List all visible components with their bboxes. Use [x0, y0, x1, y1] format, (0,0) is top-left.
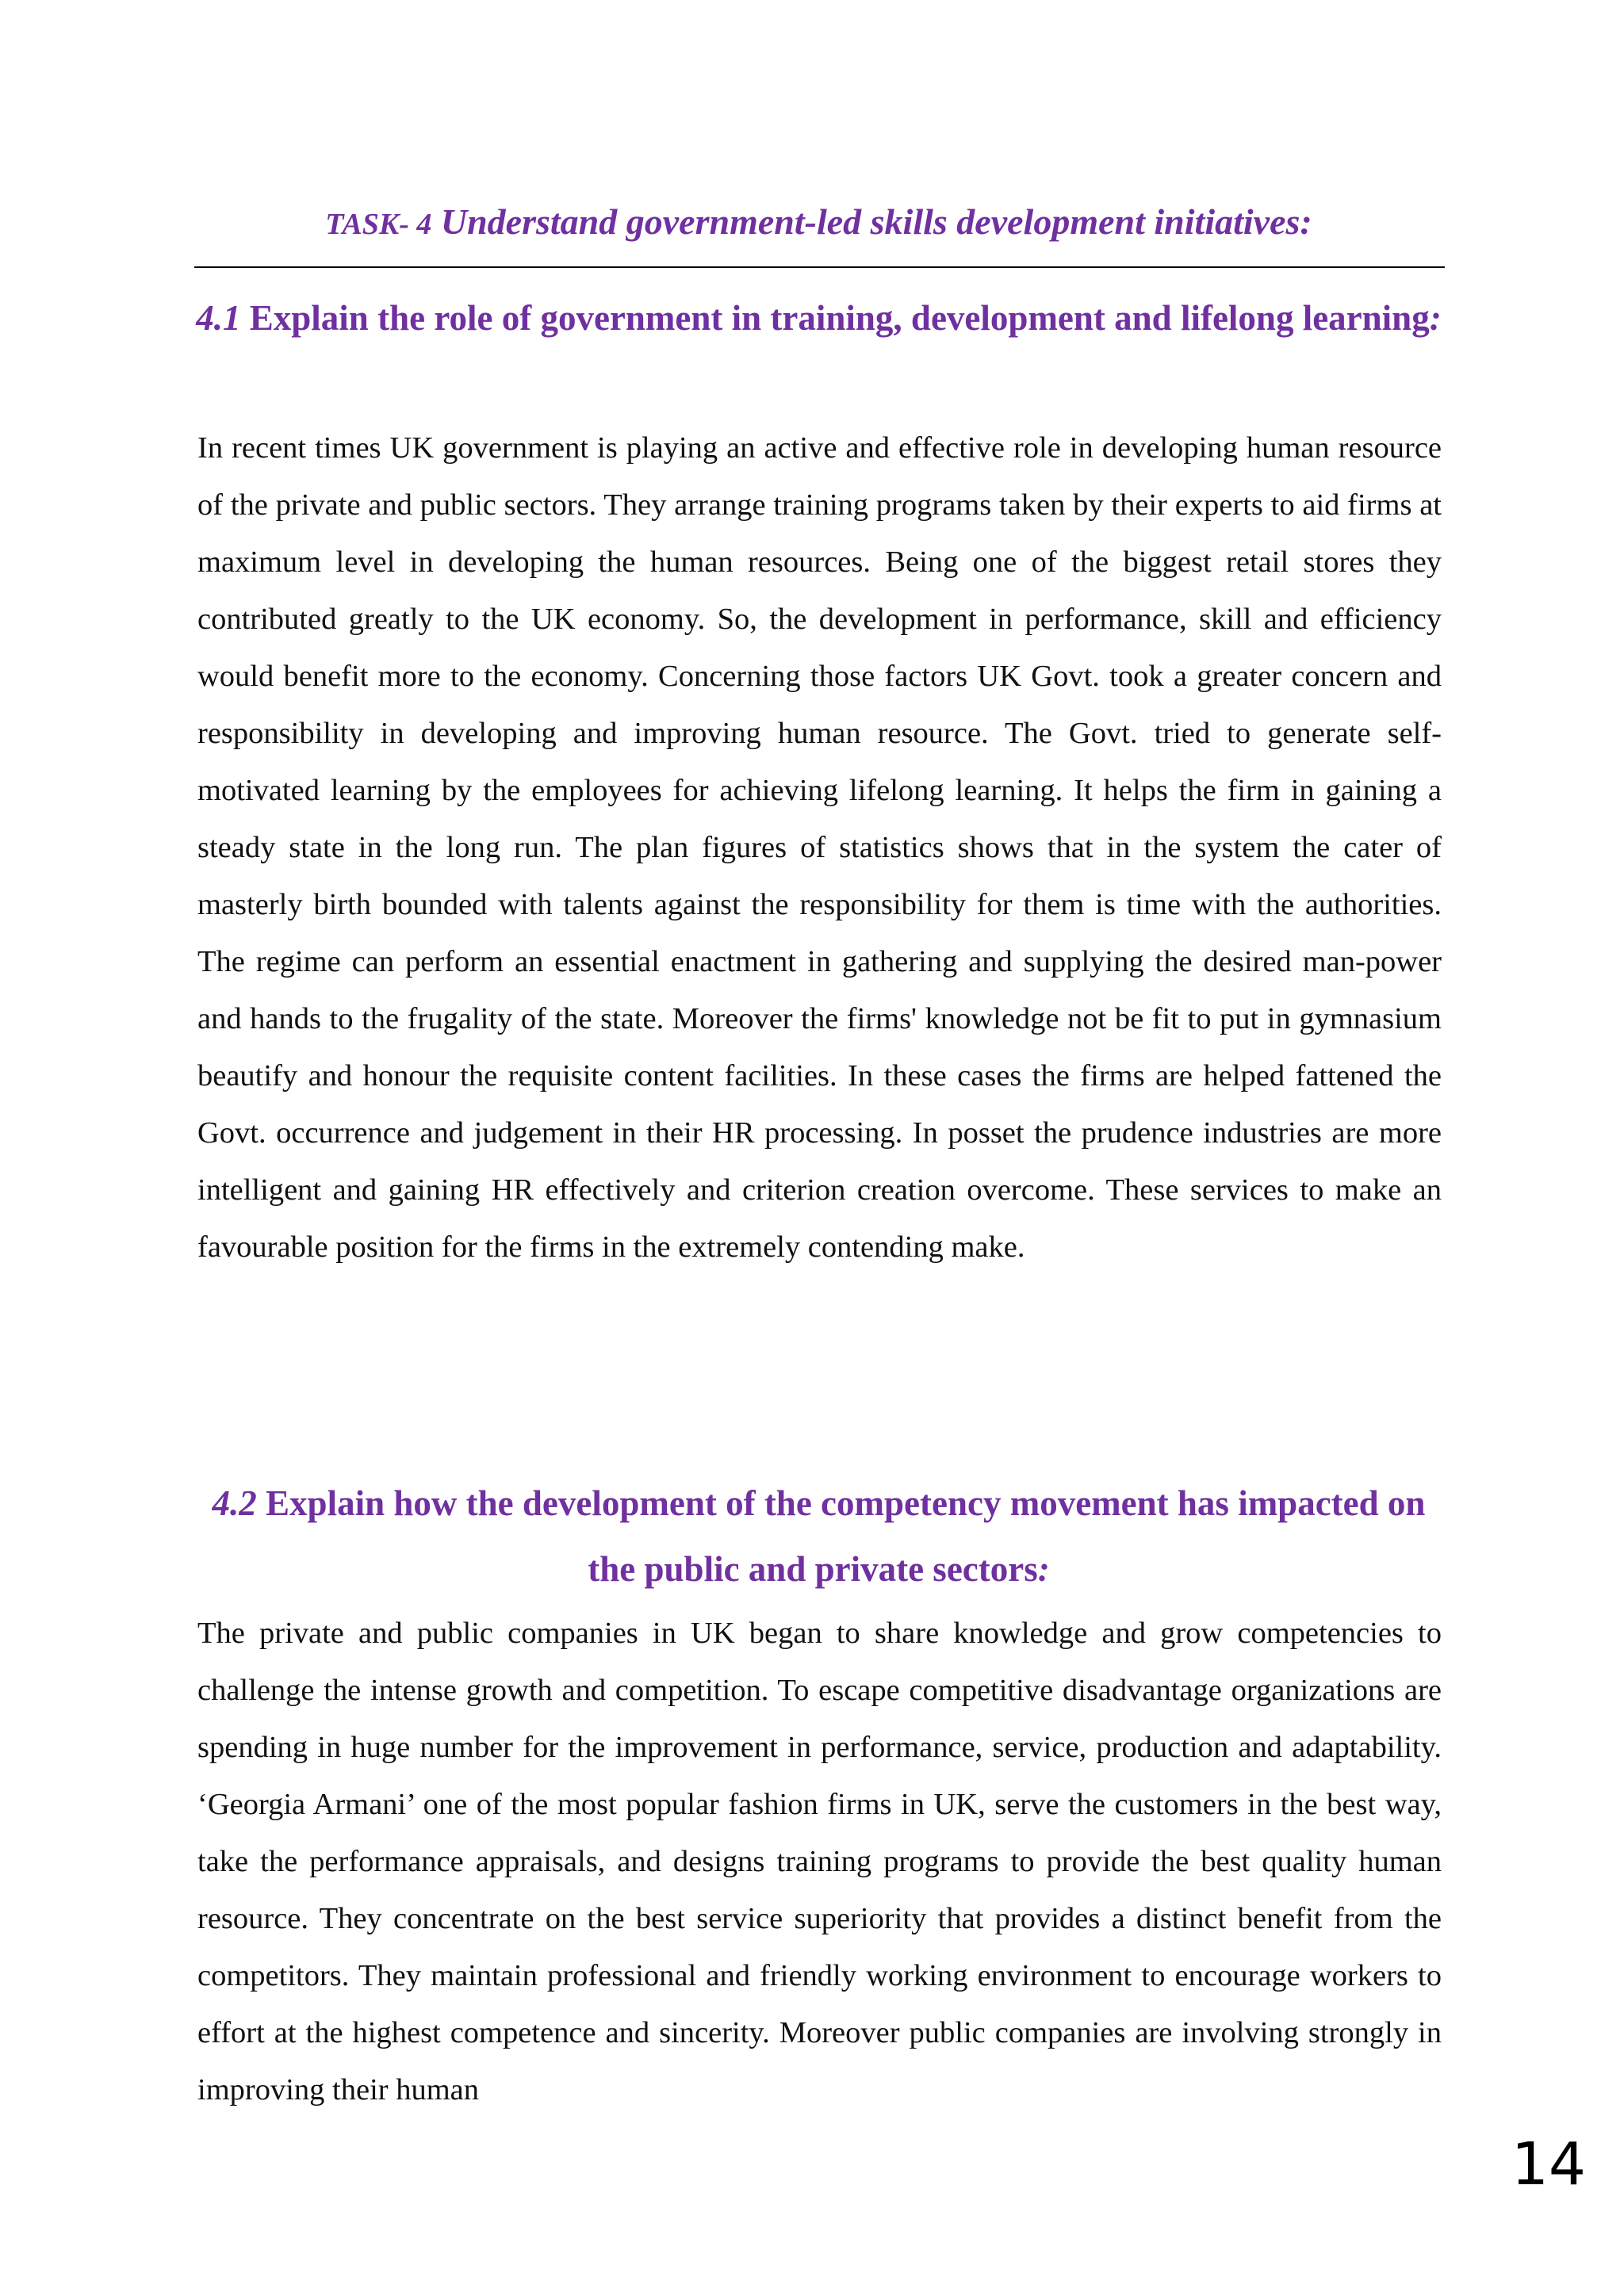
title-divider [194, 266, 1445, 268]
task-title-text: Understand government-led skills development initiatives: [440, 201, 1312, 242]
page-number: 14 [1511, 2130, 1586, 2198]
section-4-2-heading-colon: : [1037, 1549, 1050, 1589]
section-4-1-heading-colon: : [1429, 298, 1442, 338]
section-4-1-number: 4.1 [196, 298, 241, 338]
task-prefix: TASK- 4 [325, 208, 432, 241]
section-4-2-number: 4.2 [212, 1483, 257, 1523]
task-title [194, 194, 1443, 252]
section-4-1-body: In recent times UK government is playing an active and effective role in developing human resource of the private and public sectors. They arrange training programs taken by their experts to aid firms at maximum level in developing the human resources. Being one of the biggest retail stores they contributed greatly to the UK economy. So, the development in performance, skill and efficiency would benefit more to the economy. Concerning those factors UK Govt. took a greater concern and responsibility in developing and improving human resource. The Govt. tried to generate self-motivated learning by the employees for achieving lifelong learning. It helps the firm in gaining a steady state in the long run. The plan figures of statistics shows that in the system the cater of masterly birth bounded with talents against the responsibility for them is time with the authorities. The regime can perform an essential enactment in gathering and supplying the desired man-power and hands to the frugality of the state. Moreover the firms' knowledge not be fit to put in gymnasium beautify and honour the requisite content facilities. In these cases the firms are helped fattened the Govt. occurrence and judgement in their HR processing. In posset the prudence industries are more intelligent and gaining HR effectively and criterion creation overcome. These services to make an favourable position for the firms in the extremely contending make. [197, 431, 1442, 1264]
section-4-1-heading [194, 285, 1443, 351]
section-4-2-heading-text: Explain how the development of the competency movement has impacted on the public and private sectors [266, 1483, 1426, 1589]
section-4-2-heading [194, 1471, 1443, 1602]
section-4-1-heading-text: Explain the role of government in training, development and lifelong learning [249, 298, 1430, 338]
section-4-2-body: The private and public companies in UK began to share knowledge and grow competencies to challenge the intense growth and competition. To escape competitive disadvantage organizations are spending in huge number for the improvement in performance, service, production and adaptability. ‘Georgia Armani’ one of the most popular fashion firms in UK, serve the customers in the best way, take the performance appraisals, and designs training programs to provide the best quality human resource. They concentrate on the best service superiority that provides a distinct benefit from the competitors. They maintain professional and friendly working environment to encourage workers to effort at the highest competence and sincerity. Moreover public companies are involving strongly in improving their human [197, 1617, 1442, 2107]
